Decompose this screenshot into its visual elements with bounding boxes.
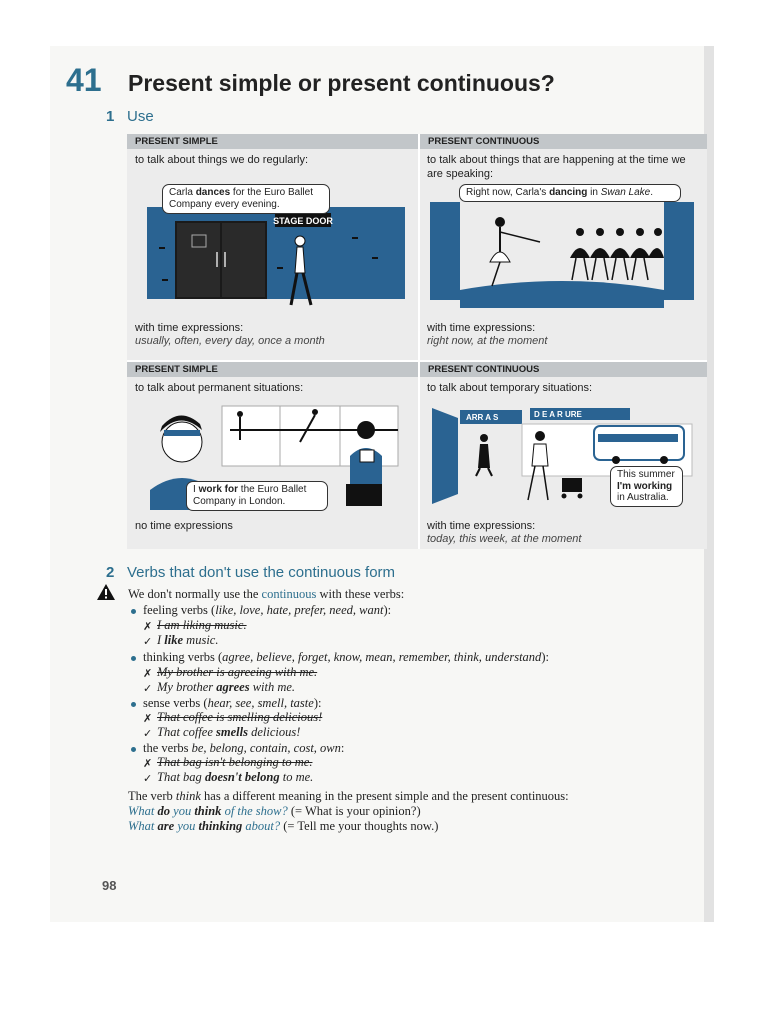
right-post: with me. <box>249 680 296 694</box>
tl-speech-bubble <box>162 184 330 214</box>
bullet-label-end: : <box>340 741 345 755</box>
ex2-d: thinking <box>198 819 243 833</box>
bullet-label-end: ): <box>313 696 322 710</box>
bl-bubble-pre: I <box>193 484 199 495</box>
br-time-label: with time expressions: <box>427 520 536 532</box>
bullet-dot <box>131 656 136 661</box>
br-speech-bubble <box>610 466 683 507</box>
right-verb: like <box>164 633 184 647</box>
check-mark-icon: ✓ <box>143 635 153 648</box>
right-pre: My brother <box>157 680 217 694</box>
check-mark-icon: ✓ <box>143 682 153 695</box>
bullet-label: sense verbs ( <box>143 696 208 710</box>
unit-title: Present simple or present continuous? <box>128 70 555 96</box>
tl-time-examples: usually, often, every day, once a month <box>135 335 325 347</box>
bullet-thinking-verbs <box>143 650 549 665</box>
bl-bubble-verb: work for <box>198 484 239 495</box>
ex1-e: of the show? <box>221 804 288 818</box>
bl-time-label: no time expressions <box>135 520 233 532</box>
right-example <box>157 770 313 785</box>
bullet-verbs: like, love, hate, prefer, need, want <box>215 603 384 617</box>
right-verb: smells <box>216 725 248 739</box>
check-mark-icon: ✓ <box>143 772 153 785</box>
br-time-examples: today, this week, at the moment <box>427 533 582 545</box>
cross-mark-icon: ✗ <box>143 620 153 633</box>
tr-bubble-mid: in <box>587 187 601 198</box>
wrong-example <box>157 710 322 725</box>
ex1-b: do <box>157 804 171 818</box>
check-mark-icon: ✓ <box>143 727 153 740</box>
bullet-dot <box>131 609 136 614</box>
tr-description: to talk about things that are happening at the time we are speaking: <box>427 154 686 180</box>
bullet-state-verbs <box>143 741 344 756</box>
tr-time-examples: right now, at the moment <box>427 335 548 347</box>
header-present-simple-1: PRESENT SIMPLE <box>127 134 418 149</box>
wrong-example <box>157 665 317 680</box>
unit-number: 41 <box>66 62 102 98</box>
bl-bubble-post: the Euro Ballet Company in London. <box>193 484 307 507</box>
tl-time-label: with time expressions: <box>135 322 244 334</box>
section-2-title: Verbs that don't use the continuous form <box>127 564 396 581</box>
bullet-label-end: ): <box>383 603 392 617</box>
bullet-verbs: be, belong, contain, cost, own <box>191 741 341 755</box>
think-example-2 <box>128 819 438 834</box>
bullet-dot <box>131 747 136 752</box>
section-1-title: Use <box>127 108 154 125</box>
ex2-a: What <box>128 819 158 833</box>
wrong-sentence: That coffee is smelling delicious! <box>157 710 323 724</box>
right-example <box>157 725 300 740</box>
intro-post: with these verbs: <box>316 587 405 601</box>
think-pre: The verb <box>128 789 176 803</box>
cross-mark-icon: ✗ <box>143 757 153 770</box>
right-post: to me. <box>279 770 314 784</box>
bullet-dot <box>131 702 136 707</box>
right-pre: I <box>157 633 165 647</box>
br-description: to talk about temporary situations: <box>427 382 593 394</box>
right-verb: doesn't belong <box>204 770 280 784</box>
ex2-e: about? <box>242 819 281 833</box>
ballet-stage-illustration <box>430 202 694 308</box>
cross-mark-icon: ✗ <box>143 712 153 725</box>
bullet-label: feeling verbs ( <box>143 603 216 617</box>
ex2-gloss: (= Tell me your thoughts now.) <box>280 819 439 833</box>
br-bubble-verb: I'm working <box>617 480 673 492</box>
br-bubble-line1: This summer <box>617 469 675 480</box>
right-example <box>157 680 295 695</box>
intro-pre: We don't normally use the <box>128 587 262 601</box>
right-pre: That coffee <box>157 725 217 739</box>
table-divider-vertical <box>418 134 420 549</box>
ex1-d: think <box>194 804 222 818</box>
section-2-intro <box>128 587 404 602</box>
bullet-label: thinking verbs ( <box>143 650 223 664</box>
wrong-sentence: That bag isn't belonging to me. <box>157 755 313 769</box>
tl-bubble-pre: Carla <box>169 187 196 198</box>
think-word: think <box>175 789 201 803</box>
ex1-c: you <box>170 804 195 818</box>
think-post: has a different meaning in the present simple and the present continuous: <box>200 789 569 803</box>
right-post: delicious! <box>247 725 301 739</box>
section-2-number: 2 <box>106 564 115 581</box>
tr-bubble-verb: dancing <box>549 187 588 198</box>
ex1-a: What <box>128 804 158 818</box>
tl-description: to talk about things we do regularly: <box>135 154 309 166</box>
intro-keyword: continuous <box>261 587 317 601</box>
wrong-example <box>157 755 312 770</box>
bullet-feeling-verbs <box>143 603 391 618</box>
right-pre: That bag <box>157 770 205 784</box>
bl-description: to talk about permanent situations: <box>135 382 304 394</box>
warning-icon <box>96 583 116 606</box>
departures-board: D E A R URE <box>534 410 582 419</box>
wrong-sentence: I am liking music. <box>157 618 247 632</box>
bullet-label-end: ): <box>541 650 549 664</box>
right-verb: agrees <box>216 680 250 694</box>
ex2-c: you <box>174 819 199 833</box>
stage-door-sign: STAGE DOOR <box>273 216 333 226</box>
header-present-continuous-1: PRESENT CONTINUOUS <box>420 134 707 149</box>
header-present-simple-2: PRESENT SIMPLE <box>127 362 418 377</box>
tl-bubble-post: for the Euro Ballet Company every evening. <box>169 187 313 210</box>
tr-time-label: with time expressions: <box>427 322 536 334</box>
cross-mark-icon: ✗ <box>143 667 153 680</box>
bullet-verbs: hear, see, smell, taste <box>207 696 314 710</box>
bullet-sense-verbs <box>143 696 321 711</box>
tl-bubble-verb: dances <box>195 187 231 198</box>
tr-bubble-pre: Right now, Carla's <box>466 187 550 198</box>
ex2-b: are <box>157 819 175 833</box>
tr-bubble-title: Swan Lake <box>600 187 651 198</box>
bullet-label: the verbs <box>143 741 192 755</box>
bl-speech-bubble <box>186 481 328 511</box>
page-number: 98 <box>102 878 117 893</box>
think-note <box>128 789 569 804</box>
stage-door-illustration <box>147 207 405 307</box>
right-example <box>157 633 218 648</box>
br-bubble-line3: in Australia. <box>617 492 669 503</box>
arrivals-board: ARR A S <box>466 413 499 422</box>
section-1-number: 1 <box>106 108 115 125</box>
header-present-continuous-2: PRESENT CONTINUOUS <box>420 362 707 377</box>
tr-bubble-post: . <box>650 187 654 198</box>
bullet-verbs: agree, believe, forget, know, mean, remember, think, understand <box>222 650 542 664</box>
ex1-gloss: (= What is your opinion?) <box>287 804 421 818</box>
right-post: music. <box>183 633 219 647</box>
wrong-sentence: My brother is agreeing with me. <box>157 665 318 679</box>
think-example-1 <box>128 804 421 819</box>
wrong-example <box>157 618 247 633</box>
tr-speech-bubble <box>459 184 681 202</box>
